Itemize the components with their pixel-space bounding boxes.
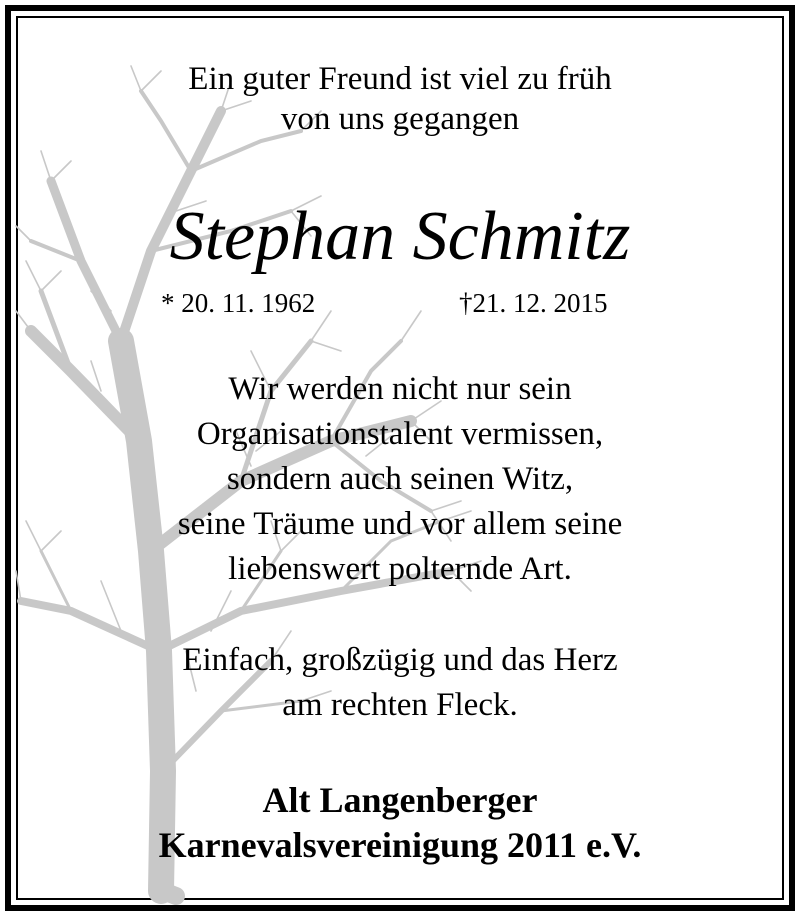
- message-line-4: seine Träume und vor allem seine: [177, 506, 623, 542]
- notice-text: [11, 11, 789, 905]
- tribute-line-2: am rechten Fleck.: [282, 687, 518, 723]
- message-line-2: Organisationstalent vermissen,: [196, 416, 604, 452]
- organization-name-line-2: Karnevalsvereinigung 2011 e.V.: [158, 825, 642, 865]
- intro-line-2: von uns gegangen: [280, 101, 520, 137]
- intro-line-1: Ein guter Freund ist viel zu früh: [188, 61, 612, 97]
- message-line-1: Wir werden nicht nur sein: [228, 371, 572, 407]
- birth-date: * 20. 11. 1962: [161, 288, 316, 318]
- tribute-line-1: Einfach, großzügig und das Herz: [182, 642, 618, 678]
- organization-name-line-1: Alt Langenberger: [262, 780, 538, 820]
- message-line-3: sondern auch seinen Witz,: [226, 461, 574, 497]
- deceased-name: Stephan Schmitz: [169, 198, 631, 275]
- death-notice: [5, 5, 795, 911]
- message-line-5: liebenswert polternde Art.: [228, 551, 572, 587]
- death-date: †21. 12. 2015: [459, 288, 608, 318]
